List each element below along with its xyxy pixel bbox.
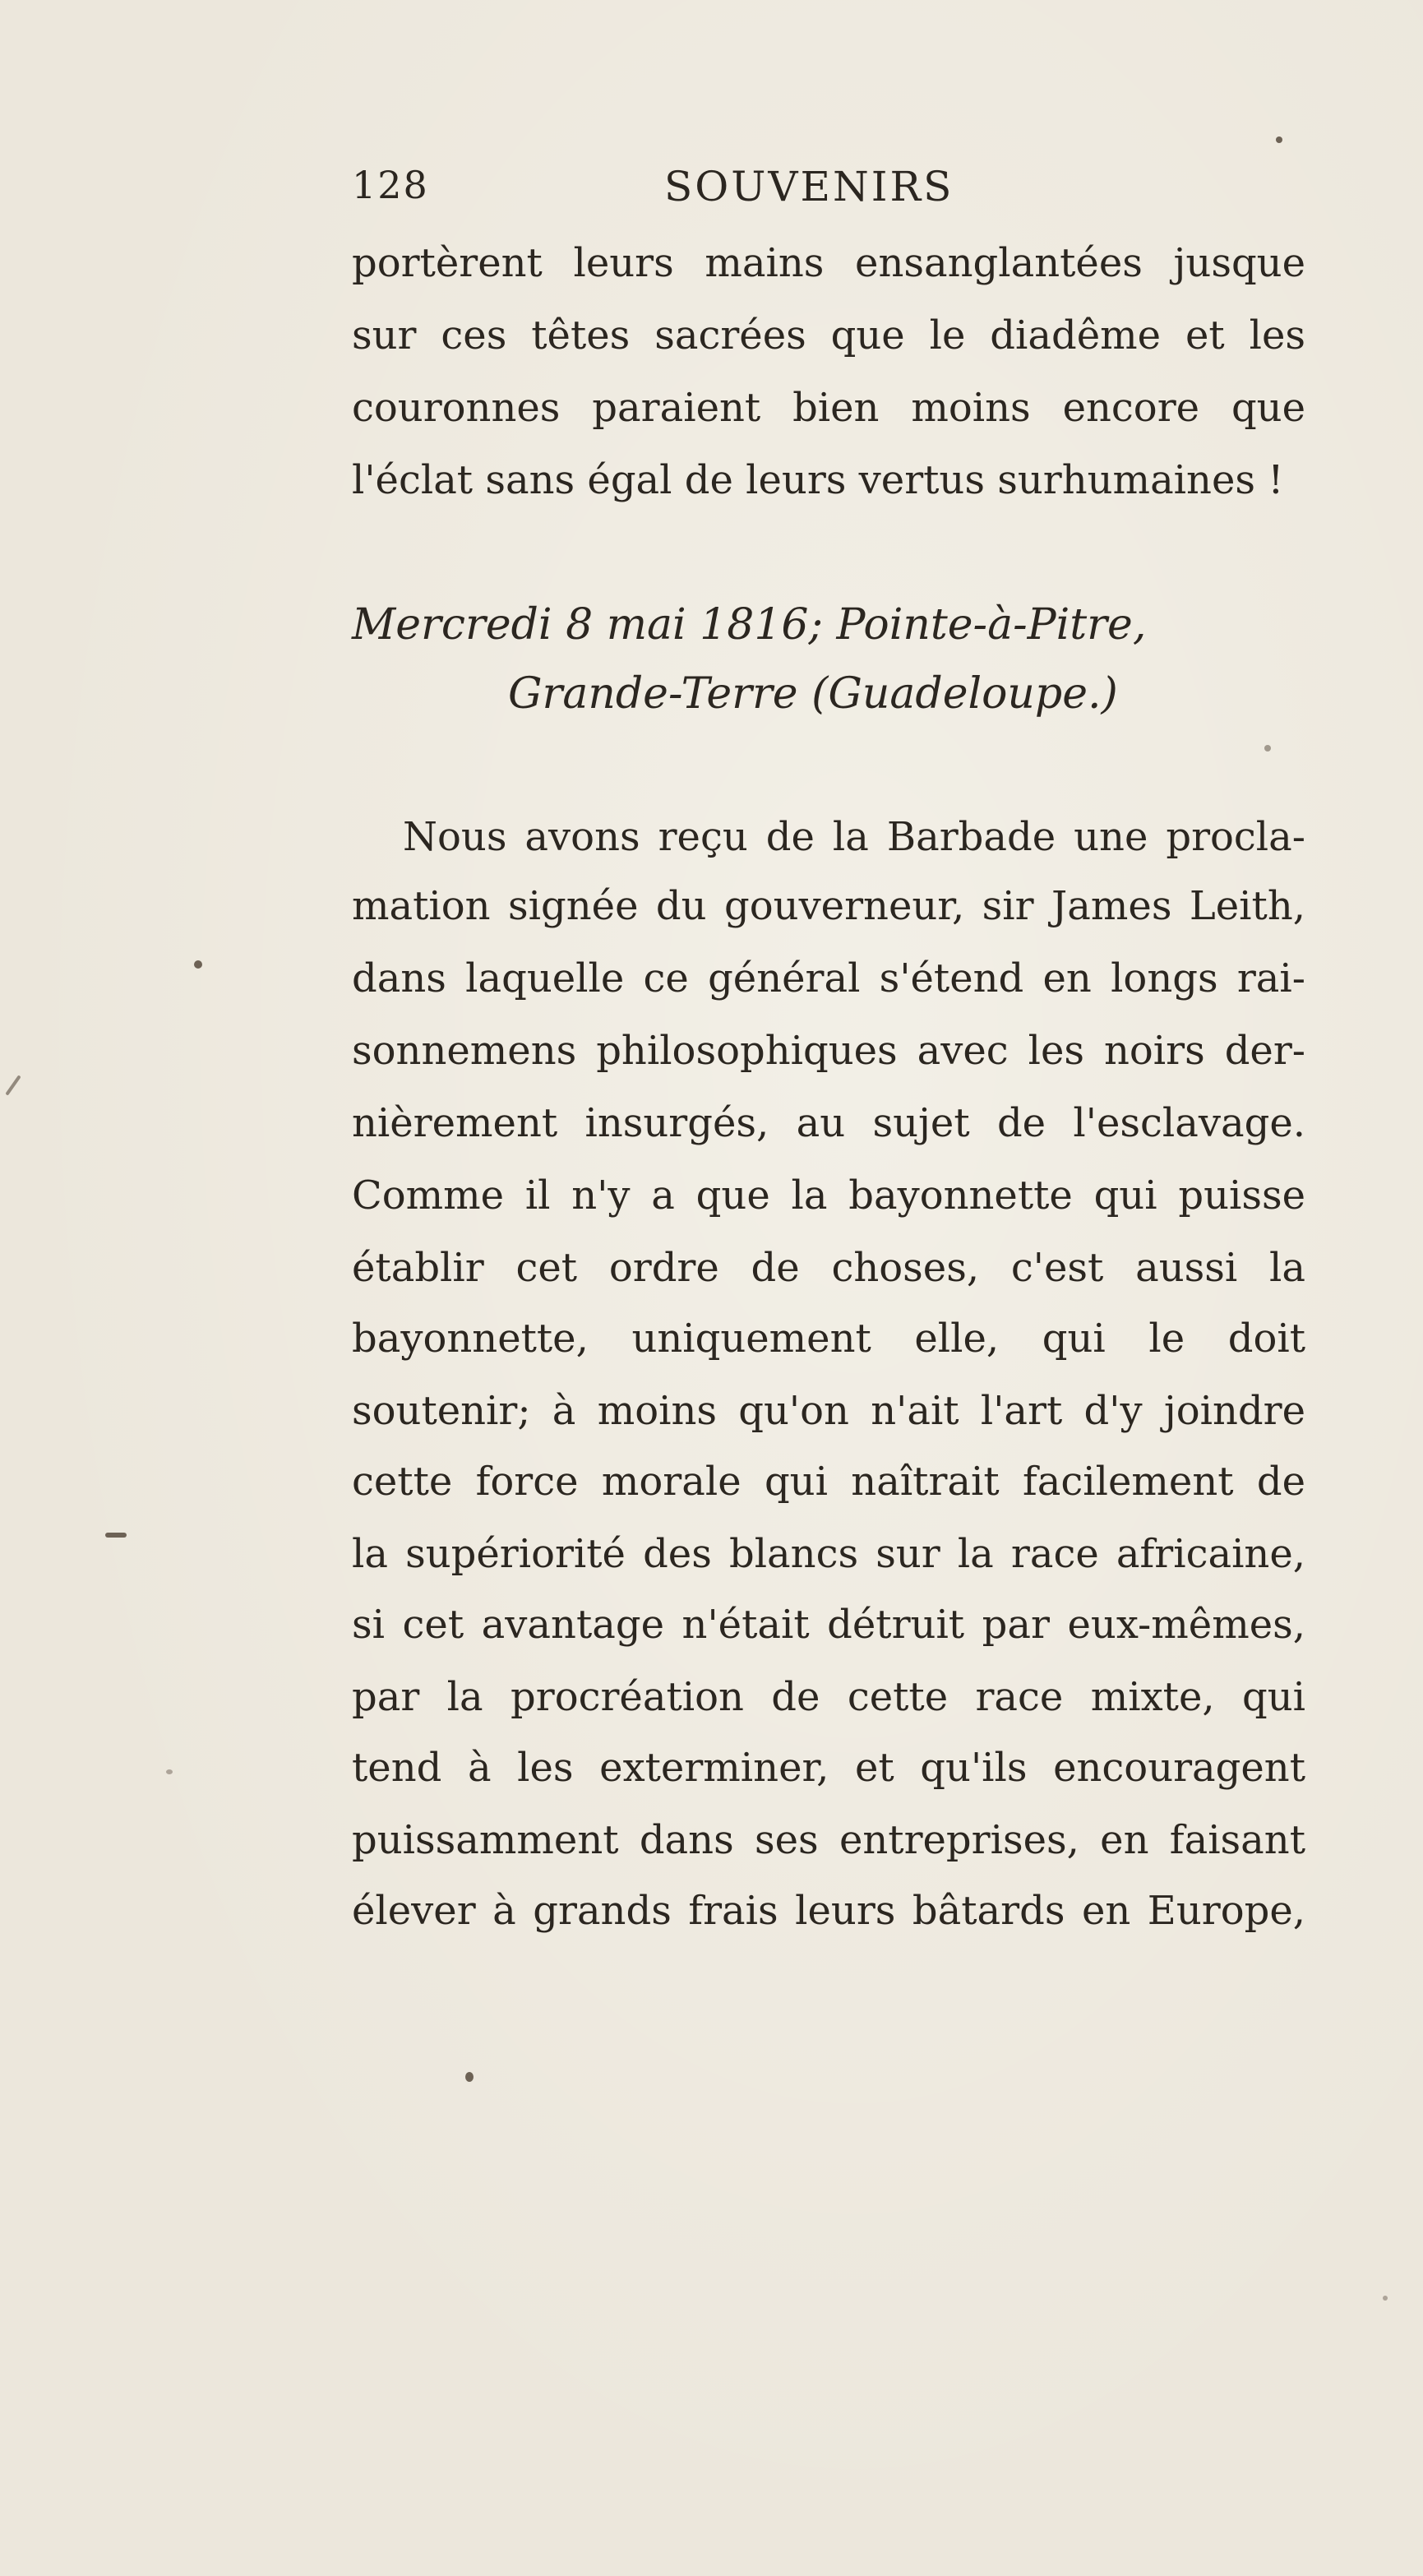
text-line: dans laquelle ce général s'étend en longs rai- [352,955,1305,1001]
text-line: Comme il n'y a que la bayonnette qui puisse [352,1172,1305,1219]
text-line: établir cet ordre de choses, c'est aussi la [352,1245,1305,1291]
paper-speck [105,1533,127,1538]
running-title: SOUVENIRS [664,163,954,210]
page-number: 128 [352,163,429,207]
text-line: élever à grands frais leurs bâtards en Europe, [352,1888,1305,1934]
paper-speck [194,960,202,969]
paper-speck [1264,745,1271,752]
text-line: soutenir; à moins qu'on n'ait l'art d'y joindre [352,1388,1305,1434]
text-line: mation signée du gouverneur, sir James Leith, [352,883,1305,929]
text-line: tend à les exterminer, et qu'ils encouragent [352,1745,1305,1791]
text-line: par la procréation de cette race mixte, qui [352,1674,1305,1720]
text-line: bayonnette, uniquement elle, qui le doit [352,1316,1305,1362]
entry-heading-line-1: Mercredi 8 mai 1816; Pointe-à-Pitre, [352,600,1147,650]
paper-speck [5,1075,21,1095]
text-line: cette force morale qui naîtrait facilement de [352,1459,1305,1505]
text-line: l'éclat sans égal de leurs vertus surhumaines ! [352,457,1284,503]
text-line: si cet avantage n'était détruit par eux-mêmes, [352,1602,1305,1648]
text-line: nièrement insurgés, au sujet de l'esclavage. [352,1100,1305,1146]
running-head [352,163,1305,220]
paper-speck [465,2072,474,2082]
text-line: sonnemens philosophiques avec les noirs der- [352,1028,1305,1074]
entry-heading-line-2: Grande-Terre (Guadeloupe.) [508,669,1118,719]
text-line: portèrent leurs mains ensanglantées jusque [352,240,1305,286]
text-line: Nous avons reçu de la Barbade une procla- [403,814,1305,860]
text-line: sur ces têtes sacrées que le diadême et les [352,312,1305,358]
paper-speck [166,1769,173,1774]
text-line: puissamment dans ses entreprises, en faisant [352,1817,1305,1863]
text-line: la supériorité des blancs sur la race africaine, [352,1531,1305,1577]
paper-speck [1276,136,1282,143]
text-line: couronnes paraient bien moins encore que [352,385,1305,431]
paper-speck [1383,2296,1388,2301]
